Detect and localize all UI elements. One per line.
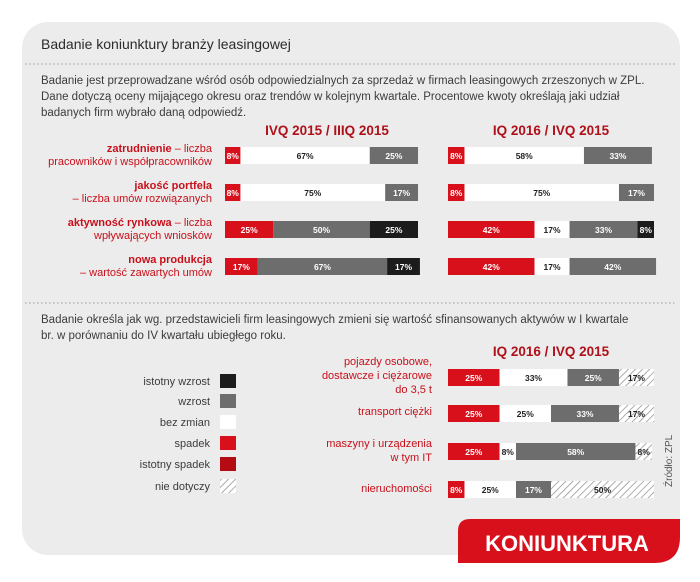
legend-swatch-strong_down xyxy=(220,457,236,471)
bar-value-label: 25% xyxy=(516,409,534,419)
category-label: – wartość zawartych umów xyxy=(79,267,212,279)
source-label: Źródło: ZPL xyxy=(664,434,675,487)
bar-value-label: 8% xyxy=(637,447,650,457)
bar-value-label: 25% xyxy=(465,373,483,383)
category-label: wpływających wniosków xyxy=(94,230,212,242)
category-label: – liczba umów rozwiązanych xyxy=(72,193,212,205)
legend-swatch-na xyxy=(220,479,236,493)
bar-value-label: 33% xyxy=(609,151,627,161)
bar-value-label: 17% xyxy=(524,485,542,495)
category-label: aktywność rynkowa – liczba xyxy=(67,217,212,229)
note-text-line: br. w porównaniu do IV kwartału ubiegłego roku. xyxy=(41,330,286,342)
bar-value-label: 25% xyxy=(240,225,258,235)
bar-value-label: 25% xyxy=(481,485,499,495)
bar-value-label: 33% xyxy=(576,409,594,419)
category-label: jakość portfela xyxy=(134,180,212,192)
legend-swatch-up xyxy=(220,394,236,408)
bar-value-label: 75% xyxy=(304,188,322,198)
intro-text-line: Badanie jest przeprowadzane wśród osób odpowiedzialnych za sprzedaż w firmach leasingowych zrzeszonych w ZPL. xyxy=(41,75,645,87)
category-label: maszyny i urządzenia xyxy=(326,438,432,450)
bar-value-label: 17% xyxy=(395,262,413,272)
bar-value-label: 8% xyxy=(639,225,652,235)
bar-value-label: 8% xyxy=(226,151,239,161)
bar-value-label: 17% xyxy=(627,409,645,419)
bar-value-label: 17% xyxy=(393,188,411,198)
category-label: pracowników i współpracowników xyxy=(48,156,212,168)
category-label: transport ciężki xyxy=(358,406,432,418)
bar-value-label: 25% xyxy=(584,373,602,383)
legend-swatch-strong_up xyxy=(220,374,236,388)
bar-value-label: 42% xyxy=(604,262,622,272)
bar-value-label: 25% xyxy=(385,151,403,161)
bar-value-label: 17% xyxy=(543,262,561,272)
bar-value-label: 17% xyxy=(627,373,645,383)
chart-title: IQ 2016 / IVQ 2015 xyxy=(492,123,610,138)
bar-value-label: 8% xyxy=(501,447,514,457)
bar-value-label: 50% xyxy=(593,485,612,495)
legend-label: spadek xyxy=(174,438,210,450)
chart-title: IQ 2016 / IVQ 2015 xyxy=(492,344,610,359)
category-label: zatrudnienie – liczba xyxy=(106,143,212,155)
category-label: nowa produkcja xyxy=(128,254,212,266)
bar-value-label: 17% xyxy=(232,262,250,272)
page-title: Badanie koniunktury branży leasingowej xyxy=(41,36,291,52)
bar-value-label: 8% xyxy=(450,151,463,161)
bar-value-label: 75% xyxy=(533,188,551,198)
bar-value-label: 25% xyxy=(465,409,483,419)
legend-swatch-none xyxy=(220,415,236,429)
intro-text-line: Dane dotyczą oceny mijającego okresu oraz trendów w kolejnym kwartale. Procentowe kwoty określają jaki udział xyxy=(41,91,620,103)
category-label: dostawcze i ciężarowe xyxy=(321,370,432,382)
legend-label: nie dotyczy xyxy=(154,481,210,493)
bar-value-label: 17% xyxy=(627,188,645,198)
legend-label: istotny wzrost xyxy=(143,376,210,388)
bar-value-label: 42% xyxy=(482,225,500,235)
bar-value-label: 8% xyxy=(450,485,463,495)
brand-banner-text: KONIUNKTURA xyxy=(485,531,649,556)
bar-value-label: 50% xyxy=(312,225,331,235)
bar-value-label: 33% xyxy=(524,373,542,383)
bar-value-label: 25% xyxy=(385,225,403,235)
chart-title: IVQ 2015 / IIIQ 2015 xyxy=(265,123,389,138)
bar-value-label: 58% xyxy=(567,447,585,457)
category-label: do 3,5 t xyxy=(395,384,432,396)
bar-value-label: 17% xyxy=(543,225,561,235)
bar-value-label: 58% xyxy=(515,151,533,161)
legend-label: wzrost xyxy=(178,396,210,408)
bar-value-label: 67% xyxy=(313,262,331,272)
bar-value-label: 8% xyxy=(226,188,239,198)
legend-label: istotny spadek xyxy=(139,459,210,471)
category-label: w tym IT xyxy=(390,452,432,464)
bar-value-label: 33% xyxy=(595,225,613,235)
category-label: nieruchomości xyxy=(361,483,432,495)
bar-value-label: 8% xyxy=(450,188,463,198)
bar-value-label: 42% xyxy=(482,262,500,272)
note-text-line: Badanie określa jak wg. przedstawicieli firm leasingowych zmieni się wartość sfinansowanych aktywów w I kwartale xyxy=(41,314,629,326)
legend-swatch-down xyxy=(220,436,236,450)
legend-label: bez zmian xyxy=(159,417,210,429)
bar-value-label: 67% xyxy=(296,151,314,161)
intro-text-line: badanych firm wybrało daną odpowiedź. xyxy=(41,107,247,119)
category-label: pojazdy osobowe, xyxy=(343,356,432,368)
bar-value-label: 25% xyxy=(465,447,483,457)
